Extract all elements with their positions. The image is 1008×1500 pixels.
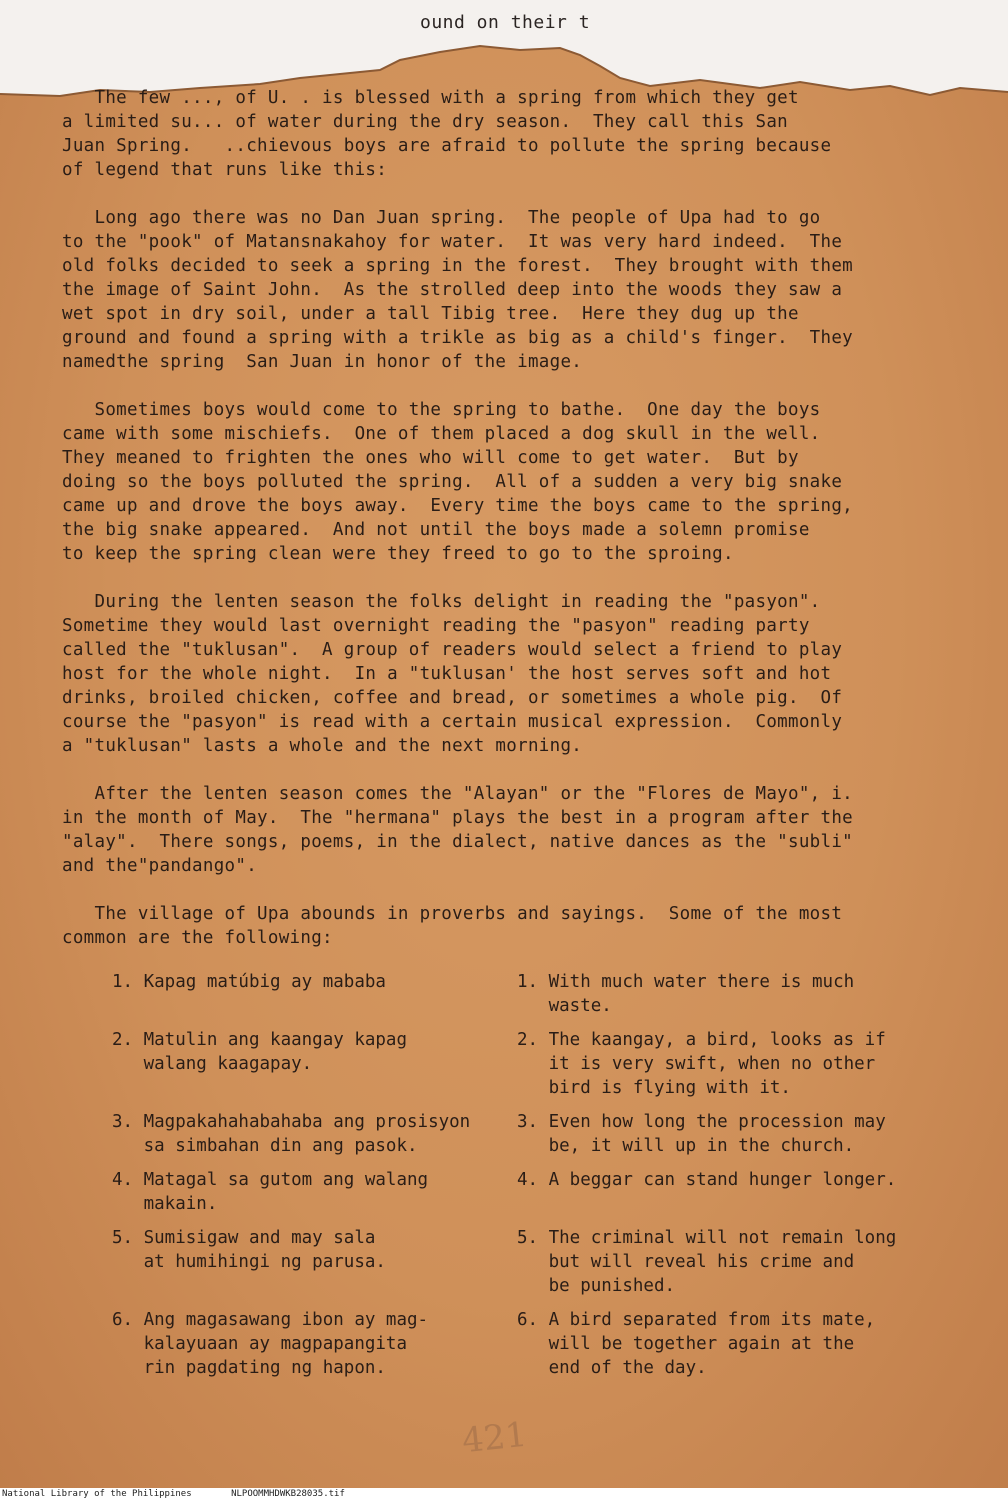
text-line: The village of Upa abounds in proverbs and sayings. Some of the most <box>62 904 843 924</box>
proverb-row <box>112 1028 962 1100</box>
text-line: "alay". There songs, poems, in the dialect, native dances as the "subli" <box>62 832 854 852</box>
proverb-tagalog <box>112 1110 517 1158</box>
proverb-line: it is very swift, when no other <box>517 1054 876 1074</box>
proverb-row <box>112 1226 962 1298</box>
body-text <box>62 86 942 974</box>
paragraph <box>62 206 942 374</box>
paragraph <box>62 590 942 758</box>
text-line: During the lenten season the folks delight in reading the "pasyon". <box>62 592 821 612</box>
paragraph <box>62 398 942 566</box>
proverb-tagalog <box>112 1028 517 1100</box>
text-line: ground and found a spring with a trikle as big as a child's finger. They <box>62 328 854 348</box>
proverb-english <box>517 1226 922 1298</box>
proverb-line: end of the day. <box>517 1358 707 1378</box>
proverb-line: 3. Even how long the procession may <box>517 1112 886 1132</box>
proverb-line: 3. Magpakahahabahaba ang prosisyon <box>112 1112 471 1132</box>
text-line: to the "pook" of Matansnakahoy for water. It was very hard indeed. The <box>62 232 843 252</box>
proverbs-list <box>112 970 962 1390</box>
text-line: and the"pandango". <box>62 856 258 876</box>
text-line: Juan Spring. ..chievous boys are afraid to pollute the spring because <box>62 136 832 156</box>
paragraph <box>62 782 942 878</box>
text-line: Sometimes boys would come to the spring to bathe. One day the boys <box>62 400 821 420</box>
proverb-english <box>517 1168 922 1216</box>
proverb-line: be punished. <box>517 1276 676 1296</box>
proverb-row <box>112 1308 962 1380</box>
proverb-line: 1. Kapag matúbig ay mababa <box>112 972 386 992</box>
proverb-line: waste. <box>517 996 612 1016</box>
text-line: in the month of May. The "hermana" plays the best in a program after the <box>62 808 854 828</box>
proverb-line: 5. The criminal will not remain long <box>517 1228 897 1248</box>
text-line: namedthe spring San Juan in honor of the image. <box>62 352 583 372</box>
proverb-tagalog <box>112 1226 517 1298</box>
proverb-tagalog <box>112 970 517 1018</box>
footer-bar <box>0 1488 1008 1500</box>
text-line: host for the whole night. In a "tuklusan' the host serves soft and hot <box>62 664 832 684</box>
header-fragment: ound on their t <box>420 12 591 33</box>
proverb-line: 4. A beggar can stand hunger longer. <box>517 1170 897 1190</box>
proverb-line: 5. Sumisigaw and may sala <box>112 1228 376 1248</box>
proverb-english <box>517 1308 922 1380</box>
proverb-line: walang kaagapay. <box>112 1054 313 1074</box>
text-line: common are the following: <box>62 928 333 948</box>
text-line: the image of Saint John. As the strolled deep into the woods they saw a <box>62 280 843 300</box>
proverb-line: 6. A bird separated from its mate, <box>517 1310 876 1330</box>
paragraph <box>62 86 942 182</box>
text-line: the big snake appeared. And not until the boys made a solemn promise <box>62 520 810 540</box>
footer-institution: National Library of the Philippines <box>2 1489 192 1499</box>
proverb-line: will be together again at the <box>517 1334 855 1354</box>
text-line: called the "tuklusan". A group of readers would select a friend to play <box>62 640 843 660</box>
proverb-line: be, it will up in the church. <box>517 1136 855 1156</box>
text-line: a "tuklusan" lasts a whole and the next morning. <box>62 736 583 756</box>
text-line: wet spot in dry soil, under a tall Tibig tree. Here they dug up the <box>62 304 799 324</box>
proverb-tagalog <box>112 1308 517 1380</box>
text-line: came up and drove the boys away. Every time the boys came to the spring, <box>62 496 854 516</box>
proverb-tagalog <box>112 1168 517 1216</box>
page-number: 421 <box>460 1414 529 1462</box>
proverb-line: sa simbahan din ang pasok. <box>112 1136 418 1156</box>
proverb-line: but will reveal his crime and <box>517 1252 855 1272</box>
text-line: course the "pasyon" is read with a certain musical expression. Commonly <box>62 712 843 732</box>
text-line: doing so the boys polluted the spring. All of a sudden a very big snake <box>62 472 843 492</box>
proverb-line: 4. Matagal sa gutom ang walang <box>112 1170 429 1190</box>
proverb-row <box>112 1110 962 1158</box>
text-line: of legend that runs like this: <box>62 160 388 180</box>
text-line: to keep the spring clean were they freed to go to the sproing. <box>62 544 734 564</box>
text-line: The few ..., of U. . is blessed with a spring from which they get <box>62 88 799 108</box>
proverb-line: 2. Matulin ang kaangay kapag <box>112 1030 408 1050</box>
proverb-line: 1. With much water there is much <box>517 972 855 992</box>
text-line: Sometime they would last overnight reading the "pasyon" reading party <box>62 616 810 636</box>
proverb-line: kalayuaan ay magpapangita <box>112 1334 408 1354</box>
proverb-line: makain. <box>112 1194 218 1214</box>
text-line: old folks decided to seek a spring in the forest. They brought with them <box>62 256 854 276</box>
text-line: After the lenten season comes the "Alayan" or the "Flores de Mayo", i. <box>62 784 854 804</box>
proverb-english <box>517 1028 922 1100</box>
text-line: a limited su... of water during the dry season. They call this San <box>62 112 789 132</box>
proverb-line: at humihingi ng parusa. <box>112 1252 386 1272</box>
proverb-line: 6. Ang magasawang ibon ay mag- <box>112 1310 429 1330</box>
proverb-line: bird is flying with it. <box>517 1078 791 1098</box>
text-line: They meaned to frighten the ones who will come to get water. But by <box>62 448 799 468</box>
footer-filename: NLPOOMMHDWKB28035.tif <box>231 1489 345 1499</box>
paragraph <box>62 902 942 950</box>
proverb-english <box>517 970 922 1018</box>
text-line: drinks, broiled chicken, coffee and bread, or sometimes a whole pig. Of <box>62 688 843 708</box>
proverb-line: rin pagdating ng hapon. <box>112 1358 386 1378</box>
proverb-line: 2. The kaangay, a bird, looks as if <box>517 1030 886 1050</box>
proverb-english <box>517 1110 922 1158</box>
proverb-row <box>112 1168 962 1216</box>
text-line: Long ago there was no Dan Juan spring. The people of Upa had to go <box>62 208 821 228</box>
text-line: came with some mischiefs. One of them placed a dog skull in the well. <box>62 424 821 444</box>
proverb-row <box>112 970 962 1018</box>
